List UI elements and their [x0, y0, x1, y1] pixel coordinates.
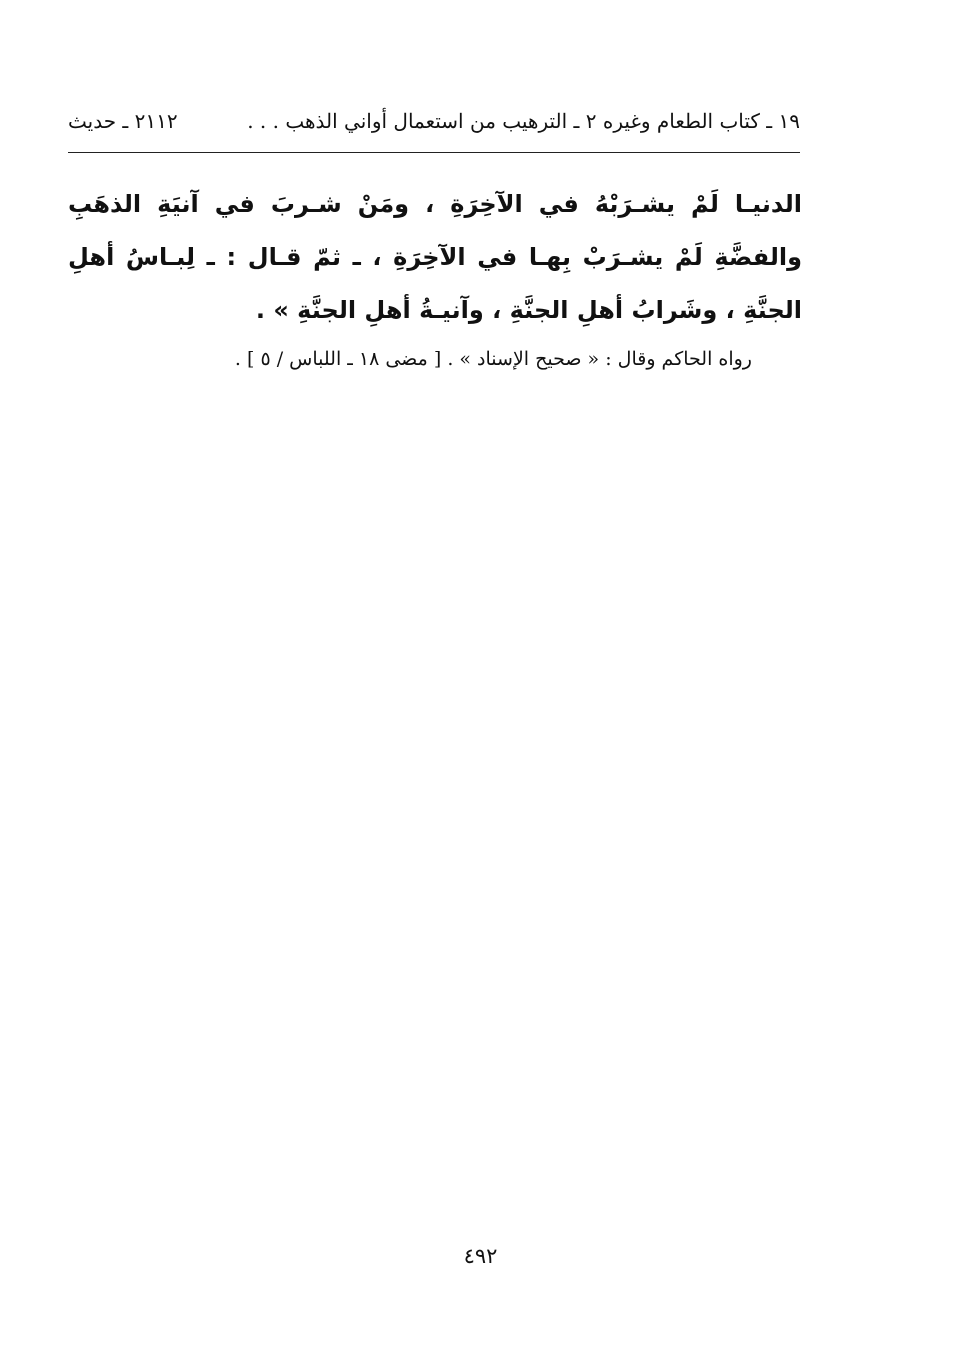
- page-number: ٤٩٢: [463, 1244, 498, 1268]
- header-divider: [68, 152, 800, 153]
- source-note: رواه الحاكم وقال : « صحيح الإسناد » . [ مضى ١٨ ـ اللباس / ٥ ] .: [234, 348, 752, 370]
- running-header: [68, 105, 800, 139]
- chapter-heading: ١٩ ـ كتاب الطعام وغيره ٢ ـ الترهيب من استعمال أواني الذهب . . .: [247, 109, 800, 133]
- hadith-reference: ٢١١٢ ـ حديث: [68, 109, 178, 133]
- hadith-text: الدنيـا لَمْ يشـرَبْهُ في الآخِرَةِ ، ومَنْ شـربَ في آنيَةِ الذهَبِ والفضَّةِ لَمْ يشـرَبْ بِهـا في الآخِرَةِ ، ـ ثمّ قـال : ـ لِبـاسُ أهلِ الجنَّةِ ، وشَرابُ أهلِ الجنَّةِ ، وآنيـةُ أهلِ الجنَّةِ » .: [68, 190, 802, 324]
